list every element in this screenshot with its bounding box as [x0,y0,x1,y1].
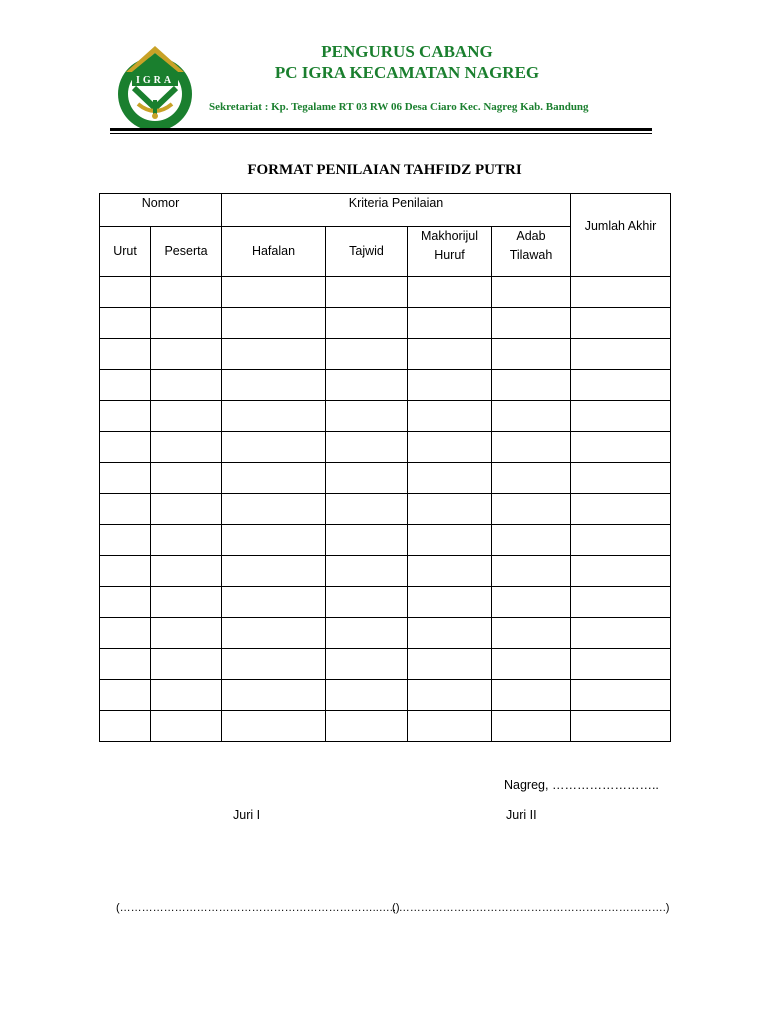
table-cell[interactable] [408,711,492,742]
secretariat-address: Sekretariat : Kp. Tegalame RT 03 RW 06 Desa Ciaro Kec. Nagreg Kab. Bandung [209,101,589,113]
table-row [100,711,671,742]
table-row [100,494,671,525]
table-cell[interactable] [222,370,326,401]
table-cell[interactable] [100,618,151,649]
juri-2-label: Juri II [506,808,537,822]
table-cell[interactable] [326,680,408,711]
table-cell[interactable] [326,711,408,742]
table-row [100,277,671,308]
table-cell[interactable] [100,370,151,401]
header-urut: Urut [100,227,151,277]
table-row [100,618,671,649]
header-makhorijul-line1: Makhorijul [421,229,478,243]
table-cell[interactable] [222,432,326,463]
table-cell[interactable] [408,277,492,308]
table-cell[interactable] [100,432,151,463]
table-cell[interactable] [100,277,151,308]
table-cell[interactable] [408,463,492,494]
table-cell[interactable] [408,370,492,401]
header-makhorijul-line2: Huruf [434,248,465,262]
table-cell[interactable] [571,432,671,463]
table-row [100,308,671,339]
table-cell[interactable] [571,308,671,339]
table-cell[interactable] [492,494,571,525]
table-cell[interactable] [408,432,492,463]
table-cell[interactable] [151,432,222,463]
table-cell[interactable] [326,525,408,556]
table-cell[interactable] [492,339,571,370]
table-cell[interactable] [326,587,408,618]
header-makhorijul-huruf [408,227,492,277]
table-cell[interactable] [326,308,408,339]
table-cell[interactable] [326,277,408,308]
table-cell[interactable] [408,525,492,556]
logo-text: IGRA [135,75,175,86]
table-cell[interactable] [408,401,492,432]
signature-line-juri-2: ( ……………………………………………………………….) [392,902,670,914]
table-cell[interactable] [571,277,671,308]
table-cell[interactable] [151,525,222,556]
table-cell[interactable] [571,525,671,556]
table-row [100,587,671,618]
table-cell[interactable] [151,680,222,711]
table-cell[interactable] [222,308,326,339]
header-jumlah-akhir: Jumlah Akhir [571,194,671,277]
table-cell[interactable] [326,494,408,525]
table-cell[interactable] [100,680,151,711]
table-cell[interactable] [571,587,671,618]
table-cell[interactable] [408,649,492,680]
table-cell[interactable] [151,370,222,401]
table-cell[interactable] [326,370,408,401]
table-cell[interactable] [571,618,671,649]
table-row [100,339,671,370]
table-cell[interactable] [151,618,222,649]
table-cell[interactable] [100,525,151,556]
table-cell[interactable] [151,649,222,680]
header-hafalan: Hafalan [222,227,326,277]
org-name-line2: PC IGRA KECAMATAN NAGREG [274,63,540,82]
table-cell[interactable] [151,308,222,339]
header-adab-line2: Tilawah [509,248,553,262]
place-date-line: Nagreg, …………………….. [504,778,659,792]
table-cell[interactable] [492,370,571,401]
table-row [100,432,671,463]
table-cell[interactable] [408,556,492,587]
table-cell[interactable] [571,556,671,587]
table-cell[interactable] [100,587,151,618]
table-cell[interactable] [571,711,671,742]
assessment-table [99,193,671,742]
table-cell[interactable] [326,463,408,494]
header-adab-line1: Adab [516,229,546,243]
table-cell[interactable] [571,649,671,680]
table-cell[interactable] [492,401,571,432]
table-cell[interactable] [571,680,671,711]
document-title: FORMAT PENILAIAN TAHFIDZ PUTRI [247,162,522,178]
table-cell[interactable] [492,649,571,680]
table-cell[interactable] [571,401,671,432]
table-row [100,525,671,556]
table-cell[interactable] [222,587,326,618]
table-cell[interactable] [408,308,492,339]
table-cell[interactable] [151,339,222,370]
table-cell[interactable] [326,556,408,587]
header-rule-thick [110,128,652,131]
header-rule-thin [110,133,652,134]
table-cell[interactable] [151,711,222,742]
table-cell[interactable] [100,649,151,680]
org-name-line1: PENGURUS CABANG [321,42,493,61]
table-cell[interactable] [408,339,492,370]
table-cell[interactable] [492,525,571,556]
table-cell[interactable] [408,680,492,711]
table-cell[interactable] [151,556,222,587]
table-cell[interactable] [571,494,671,525]
table-row [100,680,671,711]
table-cell[interactable] [222,494,326,525]
table-cell[interactable] [151,587,222,618]
table-cell[interactable] [326,649,408,680]
table-cell[interactable] [326,432,408,463]
table-cell[interactable] [571,463,671,494]
table-cell[interactable] [492,556,571,587]
table-cell[interactable] [492,463,571,494]
table-cell[interactable] [571,339,671,370]
table-cell[interactable] [151,494,222,525]
table-cell[interactable] [571,370,671,401]
table-cell[interactable] [100,463,151,494]
table-cell[interactable] [222,618,326,649]
juri-1-label: Juri I [233,808,261,822]
header-nomor: Nomor [100,194,222,227]
table-cell[interactable] [222,339,326,370]
table-cell[interactable] [492,618,571,649]
table-cell[interactable] [100,401,151,432]
table-cell[interactable] [492,277,571,308]
table-cell[interactable] [492,432,571,463]
table-cell[interactable] [326,618,408,649]
table-cell[interactable] [222,401,326,432]
igra-logo [110,42,200,132]
table-cell[interactable] [151,277,222,308]
table-row [100,370,671,401]
signature-line-juri-1: (……………………………………………………………..…..) [116,902,400,914]
table-cell[interactable] [408,494,492,525]
header-kriteria: Kriteria Penilaian [222,194,571,227]
table-cell[interactable] [326,401,408,432]
table-cell[interactable] [222,525,326,556]
table-cell[interactable] [100,711,151,742]
table-cell[interactable] [151,463,222,494]
table-row [100,401,671,432]
table-row [100,556,671,587]
table-cell[interactable] [326,339,408,370]
table-cell[interactable] [100,556,151,587]
table-cell[interactable] [222,711,326,742]
table-row [100,463,671,494]
table-cell[interactable] [408,587,492,618]
table-cell[interactable] [492,308,571,339]
header-adab-tilawah [492,227,571,277]
table-cell[interactable] [222,463,326,494]
table-cell[interactable] [492,680,571,711]
table-cell[interactable] [151,401,222,432]
table-cell[interactable] [222,556,326,587]
header-tajwid: Tajwid [326,227,408,277]
table-cell[interactable] [222,277,326,308]
table-cell[interactable] [492,587,571,618]
table-cell[interactable] [222,680,326,711]
table-cell[interactable] [222,649,326,680]
header-peserta: Peserta [151,227,222,277]
table-cell[interactable] [492,711,571,742]
table-cell[interactable] [408,618,492,649]
table-cell[interactable] [100,494,151,525]
table-cell[interactable] [100,308,151,339]
table-row [100,649,671,680]
table-cell[interactable] [100,339,151,370]
